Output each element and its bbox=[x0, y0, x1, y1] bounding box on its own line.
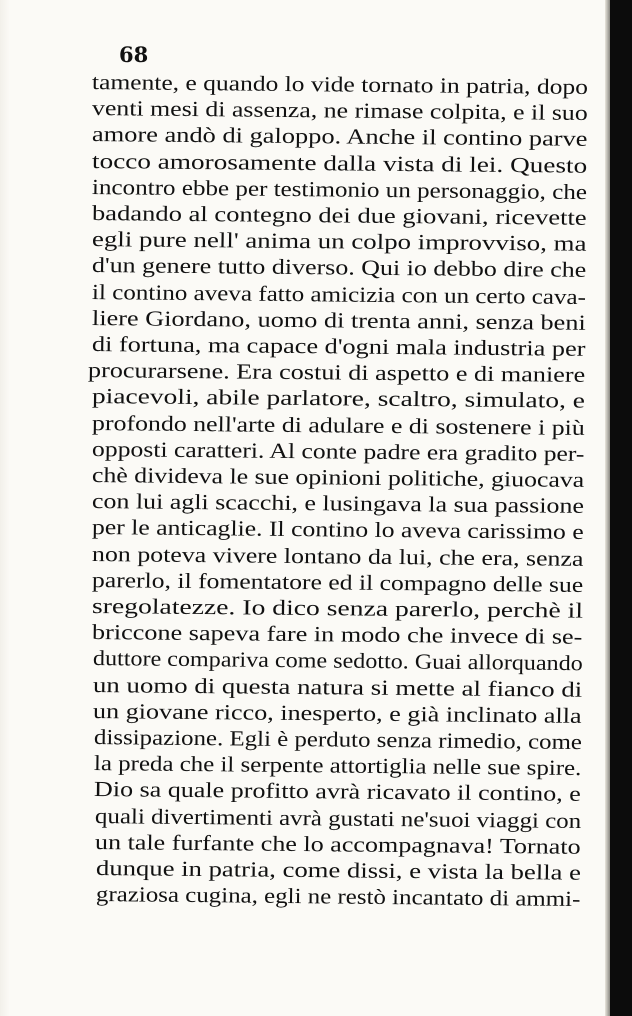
text-line: il contino aveva fatto amicizia con un certo cava- bbox=[91, 279, 587, 309]
text-line: la preda che il serpente attortiglia nelle sue spire. bbox=[93, 751, 582, 781]
text-line: dissipazione. Egli è perduto senza rimedio, come bbox=[93, 725, 582, 755]
text-line: non poteva vivere lontano da lui, che era, senza bbox=[91, 541, 584, 571]
text-line: con lui agli scacchi, e lusingava la sua passione bbox=[91, 489, 585, 519]
text-line: un tale furfante che lo accompagnava! Tornato bbox=[94, 829, 581, 859]
text-line: tocco amorosamente dalla vista di lei. Questo bbox=[91, 148, 588, 178]
text-line: procurarsene. Era costui di aspetto e di maniere bbox=[87, 358, 586, 388]
text-line: briccone sapeva fare in modo che invece di se- bbox=[92, 620, 583, 650]
text-line: incontro ebbe per testimonio un personaggio, che bbox=[91, 174, 588, 204]
text-line: sregolatezze. Io dico senza parerlo, perchè il bbox=[91, 594, 584, 623]
page-number: 68 bbox=[119, 42, 149, 67]
text-line: tamente, e quando lo vide tornato in patria, dopo bbox=[91, 70, 589, 100]
text-line: dunque in patria, come dissi, e vista la bella e bbox=[95, 856, 581, 885]
text-line: quali divertimenti avrà gustati ne'suoi viaggi con bbox=[94, 803, 582, 833]
text-line: d'un genere tutto diverso. Qui io debbo dire che bbox=[91, 253, 587, 283]
text-line: graziosa cugina, egli ne restò incantato di ammi- bbox=[95, 882, 581, 912]
text-line: badando al contegno dei due giovani, ricevette bbox=[91, 201, 587, 230]
text-line: un uomo di questa natura si mette al fianco di bbox=[92, 672, 583, 702]
text-line: parerlo, il fomentatore ed il compagno delle sue bbox=[91, 567, 584, 597]
text-line: per le anticaglie. Il contino lo aveva carissimo e bbox=[91, 515, 584, 545]
text-line: liere Giordano, uomo di trenta anni, senza beni bbox=[91, 305, 586, 335]
text-line: amore andò di galoppo. Anche il contino parve bbox=[91, 122, 588, 152]
text-line: un giovane ricco, inesperto, e già inclinato alla bbox=[93, 698, 583, 728]
text-line: profondo nell'arte di adulare e di sostenere i più bbox=[91, 410, 585, 440]
text-line: duttore compariva come sedotto. Guai allorquando bbox=[92, 646, 583, 676]
text-line: venti mesi di assenza, ne rimase colpita, e il suo bbox=[91, 96, 588, 126]
text-line: egli pure nell' anima un colpo improvviso, ma bbox=[91, 227, 587, 256]
text-line: opposti caratteri. Al conte padre era gradito per- bbox=[91, 436, 585, 466]
text-line: di fortuna, ma capace d'ogni mala industria per bbox=[91, 332, 586, 361]
text-line: Dio sa quale profitto avrà ricavato il contino, e bbox=[94, 777, 582, 807]
text-line: chè divideva le sue opinioni politiche, giuocava bbox=[91, 463, 585, 492]
text-line: piacevoli, abile parlatore, scaltro, simulato, e bbox=[91, 384, 586, 414]
